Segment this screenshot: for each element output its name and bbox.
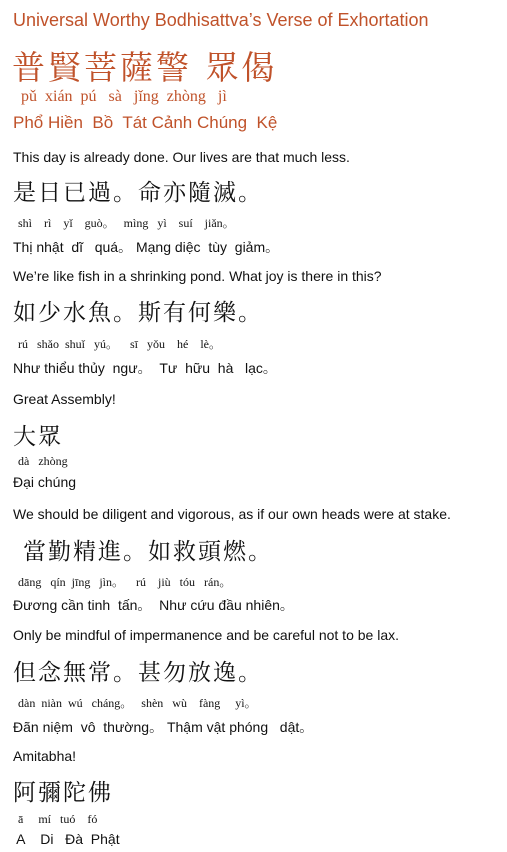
- verse-2-english: We’re like fish in a shrinking pond. What joy is there in this?: [13, 268, 382, 284]
- verse-3-pinyin: dà zhòng: [18, 454, 68, 468]
- verse-4-chinese: 當勤精進。如救頭燃。: [23, 539, 273, 565]
- verse-5-english: Only be mindful of impermanence and be careful not to be lax.: [13, 627, 399, 643]
- verse-3-vietnamese: Đại chúng: [13, 474, 77, 490]
- title-pinyin: pǔ xián pú sà jǐng zhòng jì: [21, 88, 227, 105]
- title-vietnamese: Phổ Hiền Bồ Tát Cảnh Chúng Kệ: [13, 113, 278, 132]
- verse-4-english: We should be diligent and vigorous, as if our own heads were at stake.: [13, 506, 451, 522]
- verse-4-pinyin: dāng qín jīng jìn。 rú jiù tóu rán。: [18, 575, 232, 589]
- verse-2-pinyin: rú shǎo shuǐ yú。 sī yǒu hé lè。: [18, 337, 221, 351]
- verse-2-chinese: 如少水魚。斯有何樂。: [13, 300, 263, 326]
- verse-6-english: Amitabha!: [13, 748, 77, 764]
- verse-6-vietnamese: A Di Đà Phật: [13, 831, 120, 847]
- title-chinese: 普賢菩薩警 眾偈: [12, 48, 278, 87]
- verse-5-vietnamese: Đãn niệm vô thường。 Thậm vật phóng dật。: [13, 719, 314, 735]
- verse-3-chinese: 大眾: [13, 424, 63, 450]
- document-title: Universal Worthy Bodhisattva’s Verse of Exhortation: [13, 10, 429, 30]
- verse-5-pinyin: dàn niàn wú cháng。 shèn wù fàng yì。: [18, 696, 257, 710]
- verse-2-vietnamese: Như thiểu thủy ngư。 Tư hữu hà lạc。: [13, 360, 277, 376]
- verse-5-chinese: 但念無常。甚勿放逸。: [13, 660, 263, 686]
- verse-1-chinese: 是日已過。命亦隨滅。: [13, 180, 263, 206]
- verse-1-english: This day is already done. Our lives are that much less.: [13, 149, 350, 165]
- verse-6-chinese: 阿彌陀佛: [13, 780, 113, 806]
- verse-1-pinyin: shì rì yǐ guò。 mìng yì suí jiǎn。: [18, 216, 235, 230]
- verse-1-vietnamese: Thị nhật dĩ quá。 Mạng diệc tùy giảm。: [13, 239, 280, 255]
- verse-6-pinyin: ā mí tuó fó: [18, 812, 98, 826]
- verse-4-vietnamese: Đương cần tinh tấn。 Như cứu đầu nhiên。: [13, 597, 294, 613]
- verse-3-english: Great Assembly!: [13, 391, 116, 407]
